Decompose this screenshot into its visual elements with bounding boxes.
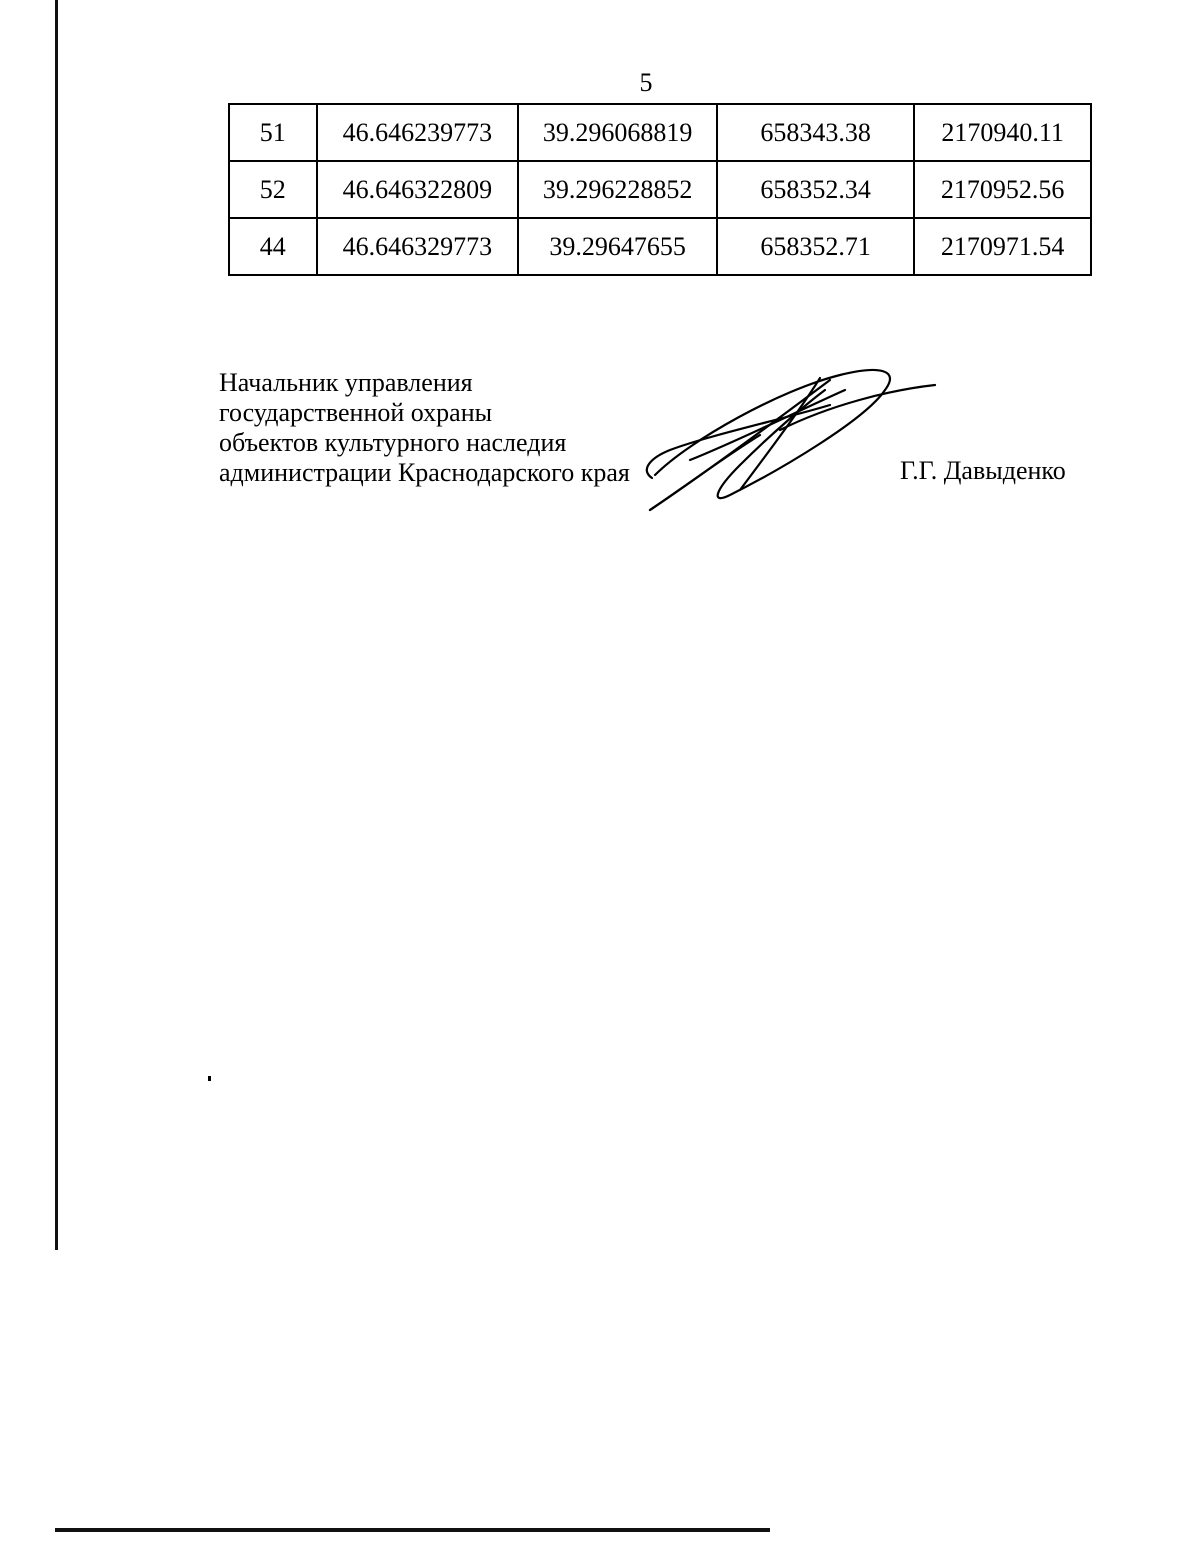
signer-title-line: государственной охраны (219, 398, 493, 427)
y-coordinate-cell: 2170940.11 (914, 104, 1091, 161)
longitude-cell: 39.296228852 (518, 161, 717, 218)
latitude-cell: 46.646329773 (317, 218, 519, 275)
longitude-cell: 39.29647655 (518, 218, 717, 275)
x-coordinate-cell: 658352.34 (717, 161, 914, 218)
signer-title-block (219, 368, 630, 488)
table-row (229, 218, 1091, 275)
latitude-cell: 46.646239773 (317, 104, 519, 161)
handwritten-signature (630, 350, 950, 530)
y-coordinate-cell: 2170971.54 (914, 218, 1091, 275)
table-row (229, 161, 1091, 218)
scan-speck (208, 1076, 211, 1081)
table-row (229, 104, 1091, 161)
longitude-cell: 39.296068819 (518, 104, 717, 161)
point-number-cell: 52 (229, 161, 317, 218)
scan-page-edge-left (55, 0, 58, 1250)
signer-name: Г.Г. Давыденко (900, 456, 1066, 485)
signer-title-line: Начальник управления (219, 368, 473, 397)
page-number: 5 (639, 68, 653, 97)
x-coordinate-cell: 658352.71 (717, 218, 914, 275)
point-number-cell: 51 (229, 104, 317, 161)
latitude-cell: 46.646322809 (317, 161, 519, 218)
signer-title-line: администрации Краснодарского края (219, 458, 630, 487)
point-number-cell: 44 (229, 218, 317, 275)
scan-page-edge-bottom (55, 1528, 770, 1532)
signer-title-line: объектов культурного наследия (219, 428, 567, 457)
x-coordinate-cell: 658343.38 (717, 104, 914, 161)
coordinates-table (228, 103, 1092, 276)
y-coordinate-cell: 2170952.56 (914, 161, 1091, 218)
